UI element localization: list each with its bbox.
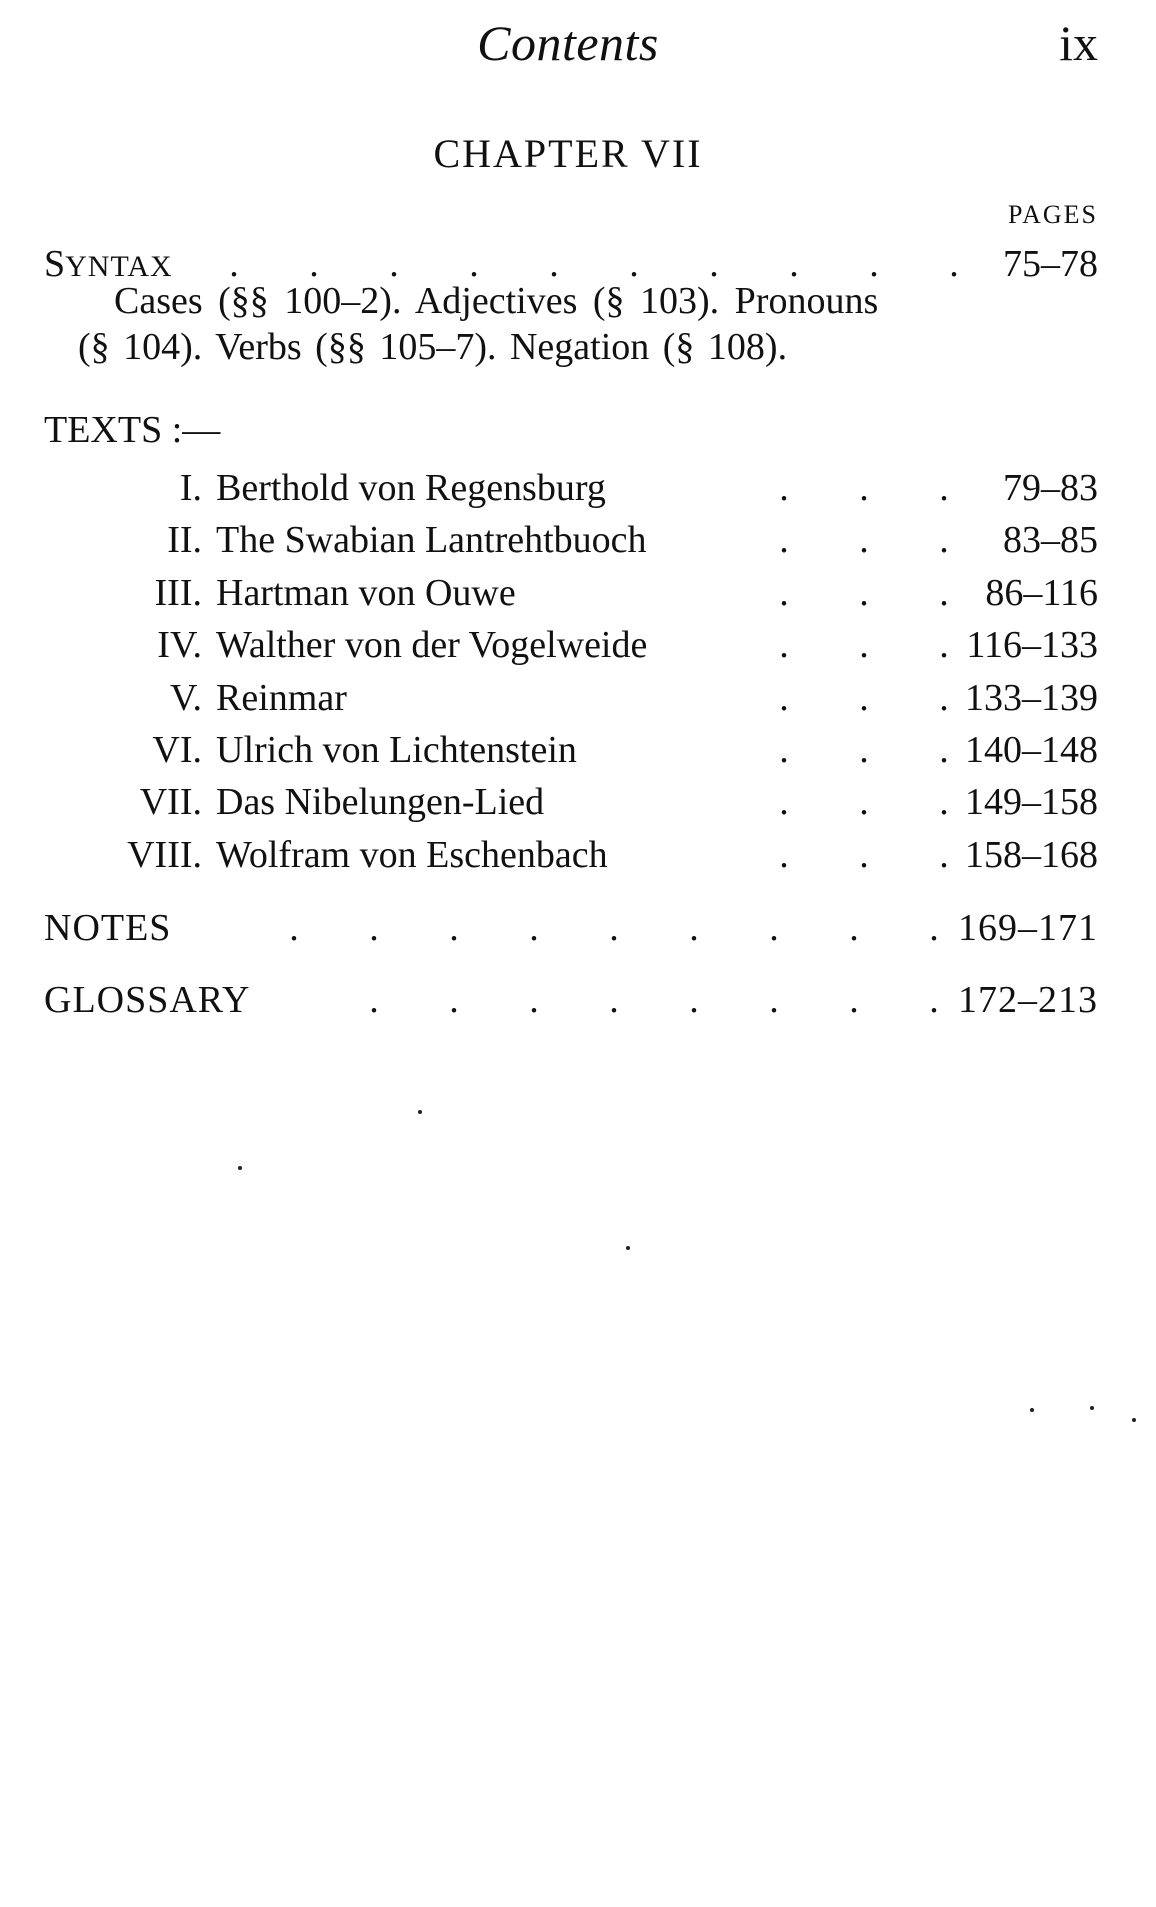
toc-entry-numeral: VII. [139,781,202,824]
leader-dots: . . . [779,571,949,614]
leader-dots: . . . [779,781,949,824]
toc-entry-numeral: III. [154,571,202,614]
toc-entry-pages: 86–116 [985,571,1098,614]
toc-entry-title: Das Nibelungen-Lied [216,781,545,824]
print-speck [1132,1418,1136,1422]
print-speck [238,1166,242,1170]
print-speck [1030,1408,1034,1412]
pages-column-label: PAGES [1008,200,1098,229]
toc-entry-pages: 140–148 [965,729,1098,771]
toc-entry-pages: 75–78 [1003,243,1098,285]
toc-entry-text [44,672,1098,724]
leader-dots: . . . [779,467,949,509]
toc-entry-text [44,776,1098,828]
toc-entry-pages: 169–171 [958,907,1098,949]
toc-entry-title: The Swabian Lantrehtbuoch [216,519,647,562]
toc-entry-pages: 83–85 [1003,519,1098,562]
leader-dots: . . . [779,624,949,667]
running-title: Contents [477,15,659,71]
toc-entry-pages: 172–213 [958,979,1098,1021]
toc-entry-pages: 133–139 [965,676,1098,719]
toc-entry-numeral: V. [169,676,202,719]
toc-entry-text [44,829,1098,881]
toc-entry-text [44,619,1098,671]
toc-entry-pages: 116–133 [966,624,1098,667]
toc-entry-pages: 158–168 [965,833,1098,876]
toc-entry-numeral: I. [179,467,202,509]
texts-heading: TEXTS :— [44,409,221,451]
toc-entry-title: Ulrich von Lichtenstein [216,729,577,771]
toc-entry-text [44,567,1098,619]
toc-entry-title: Hartman von Ouwe [216,571,516,614]
toc-entry-numeral: II. [167,519,202,562]
syntax-initial: S [44,243,66,285]
syntax-rest: YNTAX [65,250,173,283]
page-number: ix [1059,15,1098,71]
toc-entry-numeral: VIII. [127,833,202,876]
toc-entry-title: GLOSSARY [44,979,251,1021]
syntax-description [44,278,994,370]
toc-entry-title: Walther von der Vogelweide [216,624,648,667]
toc-entry-title: Wolfram von Eschenbach [216,833,608,876]
leader-dots: . . . [779,519,949,562]
leader-dots: . . . [779,676,949,719]
toc-entry-title: Berthold von Regensburg [216,467,606,509]
leader-dots: . . . . . . . . [369,979,939,1021]
print-speck [626,1246,630,1250]
chapter-heading: CHAPTER VII [433,131,703,176]
toc-entry-text [44,462,1098,514]
print-speck [418,1110,422,1114]
leader-dots: . . . . . . . . . . [229,243,959,285]
toc-entry-text [44,724,1098,776]
toc-entry-numeral: VI. [152,729,202,771]
toc-entry-title: Reinmar [216,676,347,719]
leader-dots: . . . [779,729,949,771]
toc-entry-title: NOTES [44,907,172,949]
leader-dots: . . . . . . . . . [289,907,939,949]
toc-entry-notes [44,902,1098,954]
toc-entry-numeral: IV. [157,624,202,667]
toc-entry-text [44,514,1098,566]
print-speck [1090,1406,1094,1410]
toc-entry-pages: 149–158 [965,781,1098,824]
toc-entry-pages: 79–83 [1003,467,1098,509]
syntax-description-line2: (§ 104). Verbs (§§ 105–7). Negation (§ 108). [78,326,788,368]
leader-dots: . . . [779,833,949,876]
toc-entry-glossary [44,974,1098,1026]
syntax-description-line1: Cases (§§ 100–2). Adjectives (§ 103). Pronouns [114,280,879,322]
